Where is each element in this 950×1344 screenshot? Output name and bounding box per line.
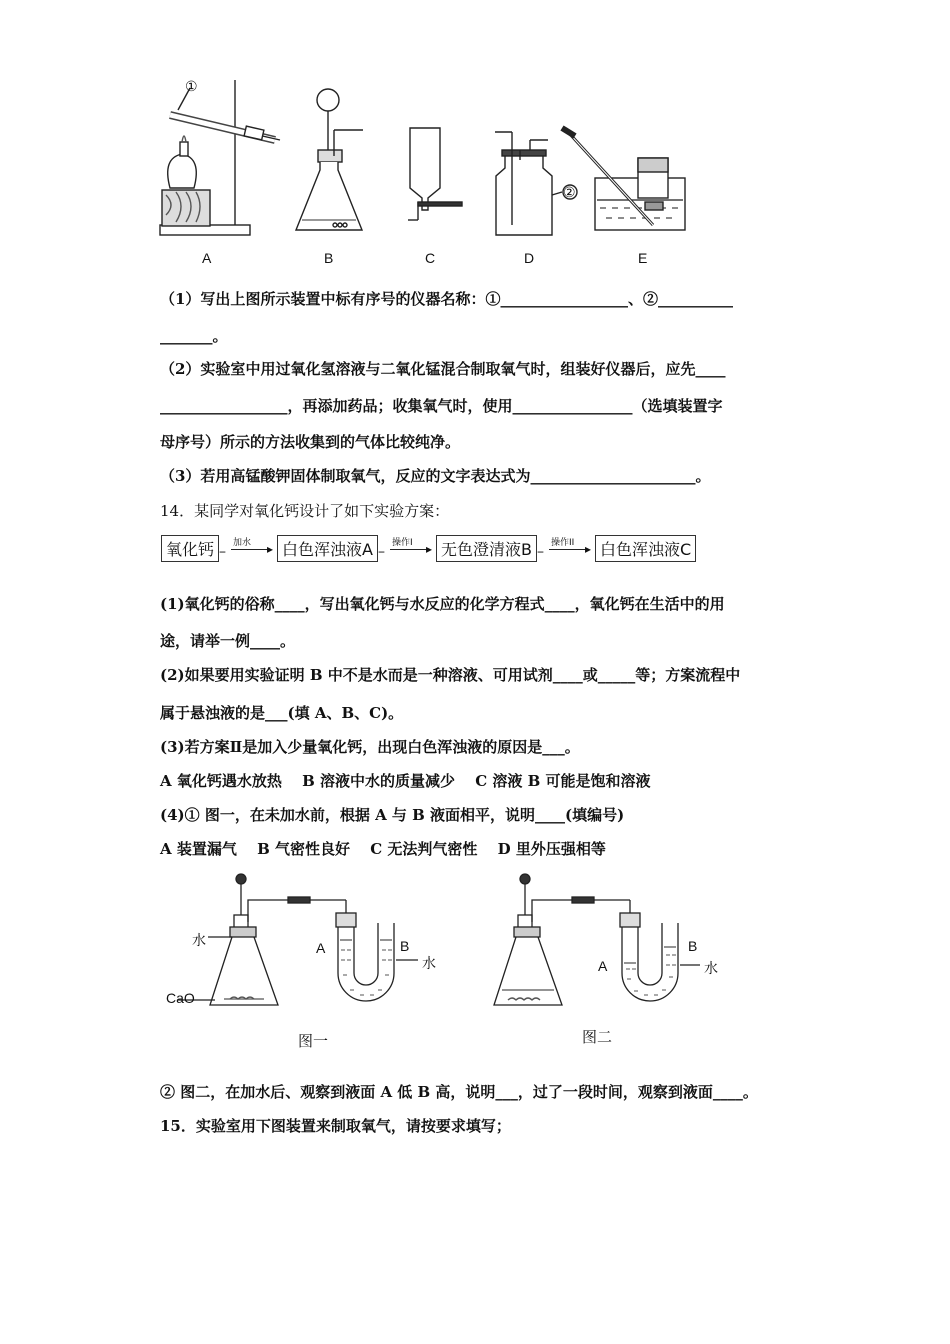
label-c: C bbox=[425, 250, 436, 266]
fig1-water2-label: 水 bbox=[422, 956, 436, 972]
fig1-u-tube bbox=[336, 913, 418, 1001]
apparatus-b bbox=[296, 89, 363, 230]
q13-line-5: 母序号）所示的方法收集到的气体比较纯净。 bbox=[160, 433, 461, 451]
q13-line-1: （1）写出上图所示装置中标有序号的仪器名称：①_________________、②__________ bbox=[160, 290, 733, 308]
apparatus-e bbox=[562, 128, 685, 230]
q14-line-7: (4)① 图一，在未加水前，根据 A 与 B 液面相平，说明____(填编号) bbox=[160, 806, 625, 824]
fig1-cao-label: CaO bbox=[166, 990, 195, 1006]
label-a: A bbox=[202, 250, 212, 266]
label-b: B bbox=[324, 250, 334, 266]
q14-part4-2: ② 图二，在加水后、观察到液面 A 低 B 高，说明___，过了一段时间，观察到液面____。 bbox=[160, 1083, 758, 1101]
label-e: E bbox=[638, 250, 648, 266]
q14-title: 14．某同学对氧化钙设计了如下实验方案： bbox=[160, 502, 450, 520]
fig2-u-tube bbox=[620, 913, 700, 1001]
q13-line-3: （2）实验室中用过氧化氢溶液与二氧化锰混合制取氧气时，组装好仪器后，应先____ bbox=[160, 360, 726, 378]
flow-box-4: 白色浑浊液C bbox=[595, 535, 696, 562]
q14-line-6: A 氧化钙遇水放热 B 溶液中水的质量减少 C 溶液 B 可能是饱和溶液 bbox=[160, 772, 651, 790]
marker-1: ① bbox=[185, 78, 198, 94]
fig2-caption: 图二 bbox=[582, 1028, 613, 1046]
fig1-b-label: B bbox=[400, 938, 410, 954]
fig2-a-label: A bbox=[598, 958, 608, 974]
marker-2: ② bbox=[563, 184, 576, 200]
apparatus-figure bbox=[150, 70, 710, 270]
q15-title: 15．实验室用下图装置来制取氧气，请按要求填写； bbox=[160, 1117, 511, 1135]
fig1-water-label: 水 bbox=[192, 933, 206, 949]
q13-line-6: （3）若用高锰酸钾固体制取氧气，反应的文字表达式为______________________。 bbox=[160, 467, 711, 485]
q14-line-5: (3)若方案Ⅱ是加入少量氧化钙，出现白色浑浊液的原因是___。 bbox=[160, 738, 580, 756]
q14-flowchart bbox=[161, 535, 696, 561]
flow-box-1: 氧化钙 bbox=[161, 535, 219, 562]
flow-arrow-1-label: 加水 bbox=[233, 538, 252, 548]
flow-arrow-2: – 操作I ▸ bbox=[378, 535, 436, 561]
q14-line-4: 属于悬浊液的是___(填 A、B、C)。 bbox=[160, 704, 404, 722]
q14-line-8: A 装置漏气 B 气密性良好 C 无法判气密性 D 里外压强相等 bbox=[160, 840, 606, 858]
flow-box-2: 白色浑浊液A bbox=[277, 535, 378, 562]
flow-arrow-3-label: 操作II bbox=[550, 538, 575, 548]
q13-line-2: _______。 bbox=[160, 327, 228, 345]
q14-line-2: 途，请举一例____。 bbox=[160, 632, 296, 650]
q14-line-1: (1)氧化钙的俗称____，写出氧化钙与水反应的化学方程式____，氧化钙在生活中的用 bbox=[160, 595, 725, 613]
fig2-flask bbox=[494, 874, 584, 1005]
q13-line-4: _________________，再添加药品；收集氧气时，使用________________（选填装置字 bbox=[160, 397, 723, 415]
fig1-a-label: A bbox=[316, 940, 326, 956]
apparatus-a bbox=[160, 80, 280, 235]
apparatus-c bbox=[408, 128, 462, 220]
fig2-water-label: 水 bbox=[704, 961, 718, 977]
flow-box-3: 无色澄清液B bbox=[436, 535, 537, 562]
flow-arrow-1: – 加水 ▸ bbox=[219, 535, 277, 561]
flow-arrow-3: – 操作II ▸ bbox=[537, 535, 595, 561]
u-tube-figures bbox=[160, 865, 760, 1030]
flow-arrow-2-label: 操作I bbox=[391, 538, 413, 548]
q14-line-3: (2)如果要用实验证明 B 中不是水而是一种溶液、可用试剂____或_____等；方案流程中 bbox=[160, 666, 741, 684]
label-d: D bbox=[524, 250, 535, 266]
fig1-caption: 图一 bbox=[298, 1032, 329, 1050]
fig2-b-label: B bbox=[688, 938, 698, 954]
